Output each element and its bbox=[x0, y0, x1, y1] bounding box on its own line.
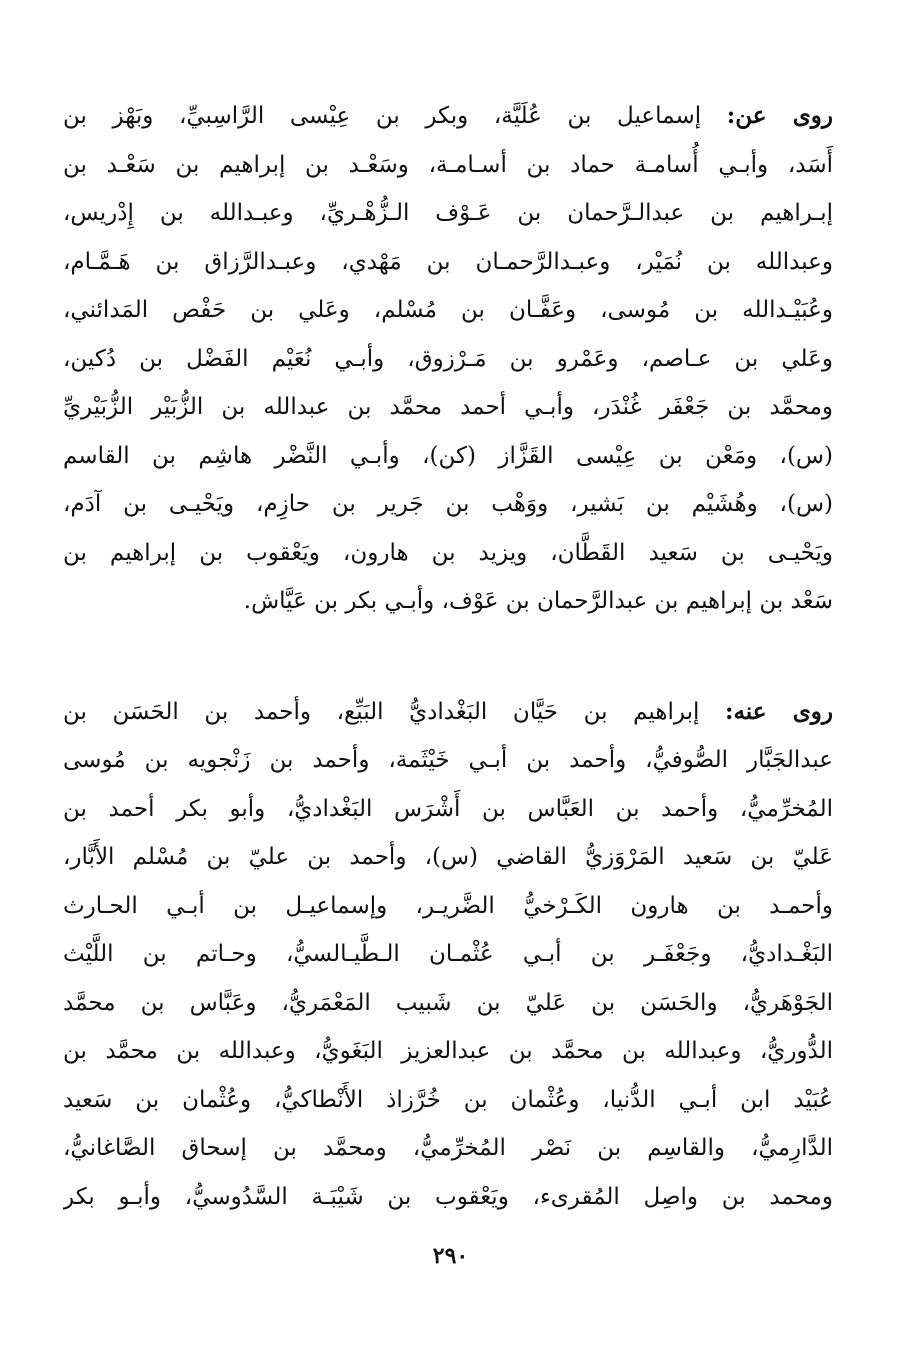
paragraph-line: وعُبَيْـدالله بن مُوسى، وعَفَّـان بن مُسْلم، وعَلي بن حَفْص المَدائني، bbox=[63, 297, 833, 323]
page-number: ٢٩٠ bbox=[432, 1243, 469, 1269]
narrated-from-paragraph bbox=[63, 92, 833, 626]
paragraph-line: أَسَد، وأبـي أُسامـة حماد بن أسـامـة، وسَعْـد بن إبراهيم بن سَعْـد بن bbox=[63, 151, 833, 178]
narrated-by-heading: روى عنه: bbox=[724, 697, 833, 725]
paragraph-line: البَغْـداديُّ، وجَعْفَـر بن أبـي عُثْمـان الـطَّيـالسيُّ، وحـاتم بن اللَّيْث bbox=[63, 941, 833, 967]
paragraph-line: عَليّ بن سَعيد المَرْوَزيُّ القاضي (س)، وأحمد بن عليّ بن مُسْلم الأَبَّار، bbox=[63, 844, 833, 870]
paragraph-line: إبـراهيم بن عبدالـرَّحمان بن عَـوْف الـزُّهْـريِّ، وعبـدالله بن إِدْريس، bbox=[63, 200, 833, 226]
paragraph-line: وعبدالله بن نُمَيْر، وعبـدالرَّحمـان بن مَهْدي، وعبـدالرَّزاق بن هَـمَّـام، bbox=[63, 248, 833, 275]
paragraph-line bbox=[63, 92, 833, 141]
paragraph-line: (س)، وهُشَيْم بن بَشير، ووَهْب بن جَرير بن حازِم، ويَحْيـى بن آدَم، bbox=[63, 491, 833, 517]
paragraph-line: ويَحْيـى بن سَعيد القَطَّان، ويزيد بن هارون، ويَعْقوب بن إبراهيم بن bbox=[63, 539, 833, 566]
paragraph-line: عبدالجَبَّار الصُّوفيُّ، وأحمد بن أبـي خَيْثَمة، وأحمد بن زَنْجويه بن مُوسى bbox=[63, 747, 833, 773]
paragraph-line: ومحمَّد بن جَعْفَر غُنْدَر، وأبـي أحمد محمَّد بن عبدالله بن الزُّبَيْر الزُّبَيْريِّ bbox=[63, 394, 833, 420]
paragraph-line: وأحمـد بن هارون الكَـرْخيُّ الضَّريـر، وإسماعيـل بن أبـي الحـارث bbox=[63, 892, 833, 919]
narrated-from-heading: روى عن: bbox=[726, 102, 833, 129]
paragraph-spacer bbox=[63, 626, 833, 688]
paragraph-line: المُخرِّميُّ، وأحمد بن العَبَّاس بن أَشْرَس البَغْداديُّ، وأبو بكر أحمد بن bbox=[63, 795, 833, 822]
paragraph-line: الدَّارِميُّ، والقاسِم بن نَصْر المُخرِّميُّ، ومحمَّد بن إسحاق الصَّاغانيُّ، bbox=[63, 1135, 833, 1161]
paragraph-line: ومحمد بن واصِل المُقرىء، ويَعْقوب بن شَيْبَـة السَّدُوسيُّ، وأبـو بكر bbox=[63, 1183, 833, 1210]
paragraph-line: عُبَيْد ابن أبـي الدُّنيا، وعُثْمان بن خُرَّزاذ الأَنْطاكيُّ، وعُثْمان بن سَعيد bbox=[63, 1086, 833, 1113]
first-line-text: إبراهيم بن حَيَّان البَغْداديُّ البَيِّع، وأحمد بن الحَسَن بن bbox=[63, 698, 725, 725]
narrated-by-paragraph bbox=[63, 688, 833, 1222]
page-content bbox=[63, 92, 833, 1221]
paragraph-line: سَعْد بن إبراهيم بن عبدالرَّحمان بن عَوْف، وأبـي بكر بن عَيَّاش. bbox=[243, 588, 833, 614]
paragraph-line bbox=[63, 688, 833, 737]
paragraph-line: الدُّوريُّ، وعبدالله بن محمَّد بن عبدالعزيز البَغَويُّ، وعبدالله بن محمَّد بن bbox=[63, 1038, 833, 1064]
paragraph-line: (س)، ومَعْن بن عِيْسى القَزَّاز (كن)، وأبـي النَّضْر هاشِم بن القاسم bbox=[63, 442, 833, 469]
paragraph-line: وعَلي بن عـاصم، وعَمْرو بن مَـرْزوق، وأبـي نُعَيْم الفَضْل بن دُكين، bbox=[63, 345, 833, 372]
first-line-text: إسماعيل بن عُلَيَّة، وبكر بن عِيْسى الرَّاسِبيِّ، وبَهْز بن bbox=[63, 103, 727, 129]
paragraph-line: الجَوْهَريُّ، والحَسَن بن عَليّ بن شَبيب المَعْمَريُّ، وعَبَّاس بن محمَّد bbox=[63, 989, 833, 1016]
